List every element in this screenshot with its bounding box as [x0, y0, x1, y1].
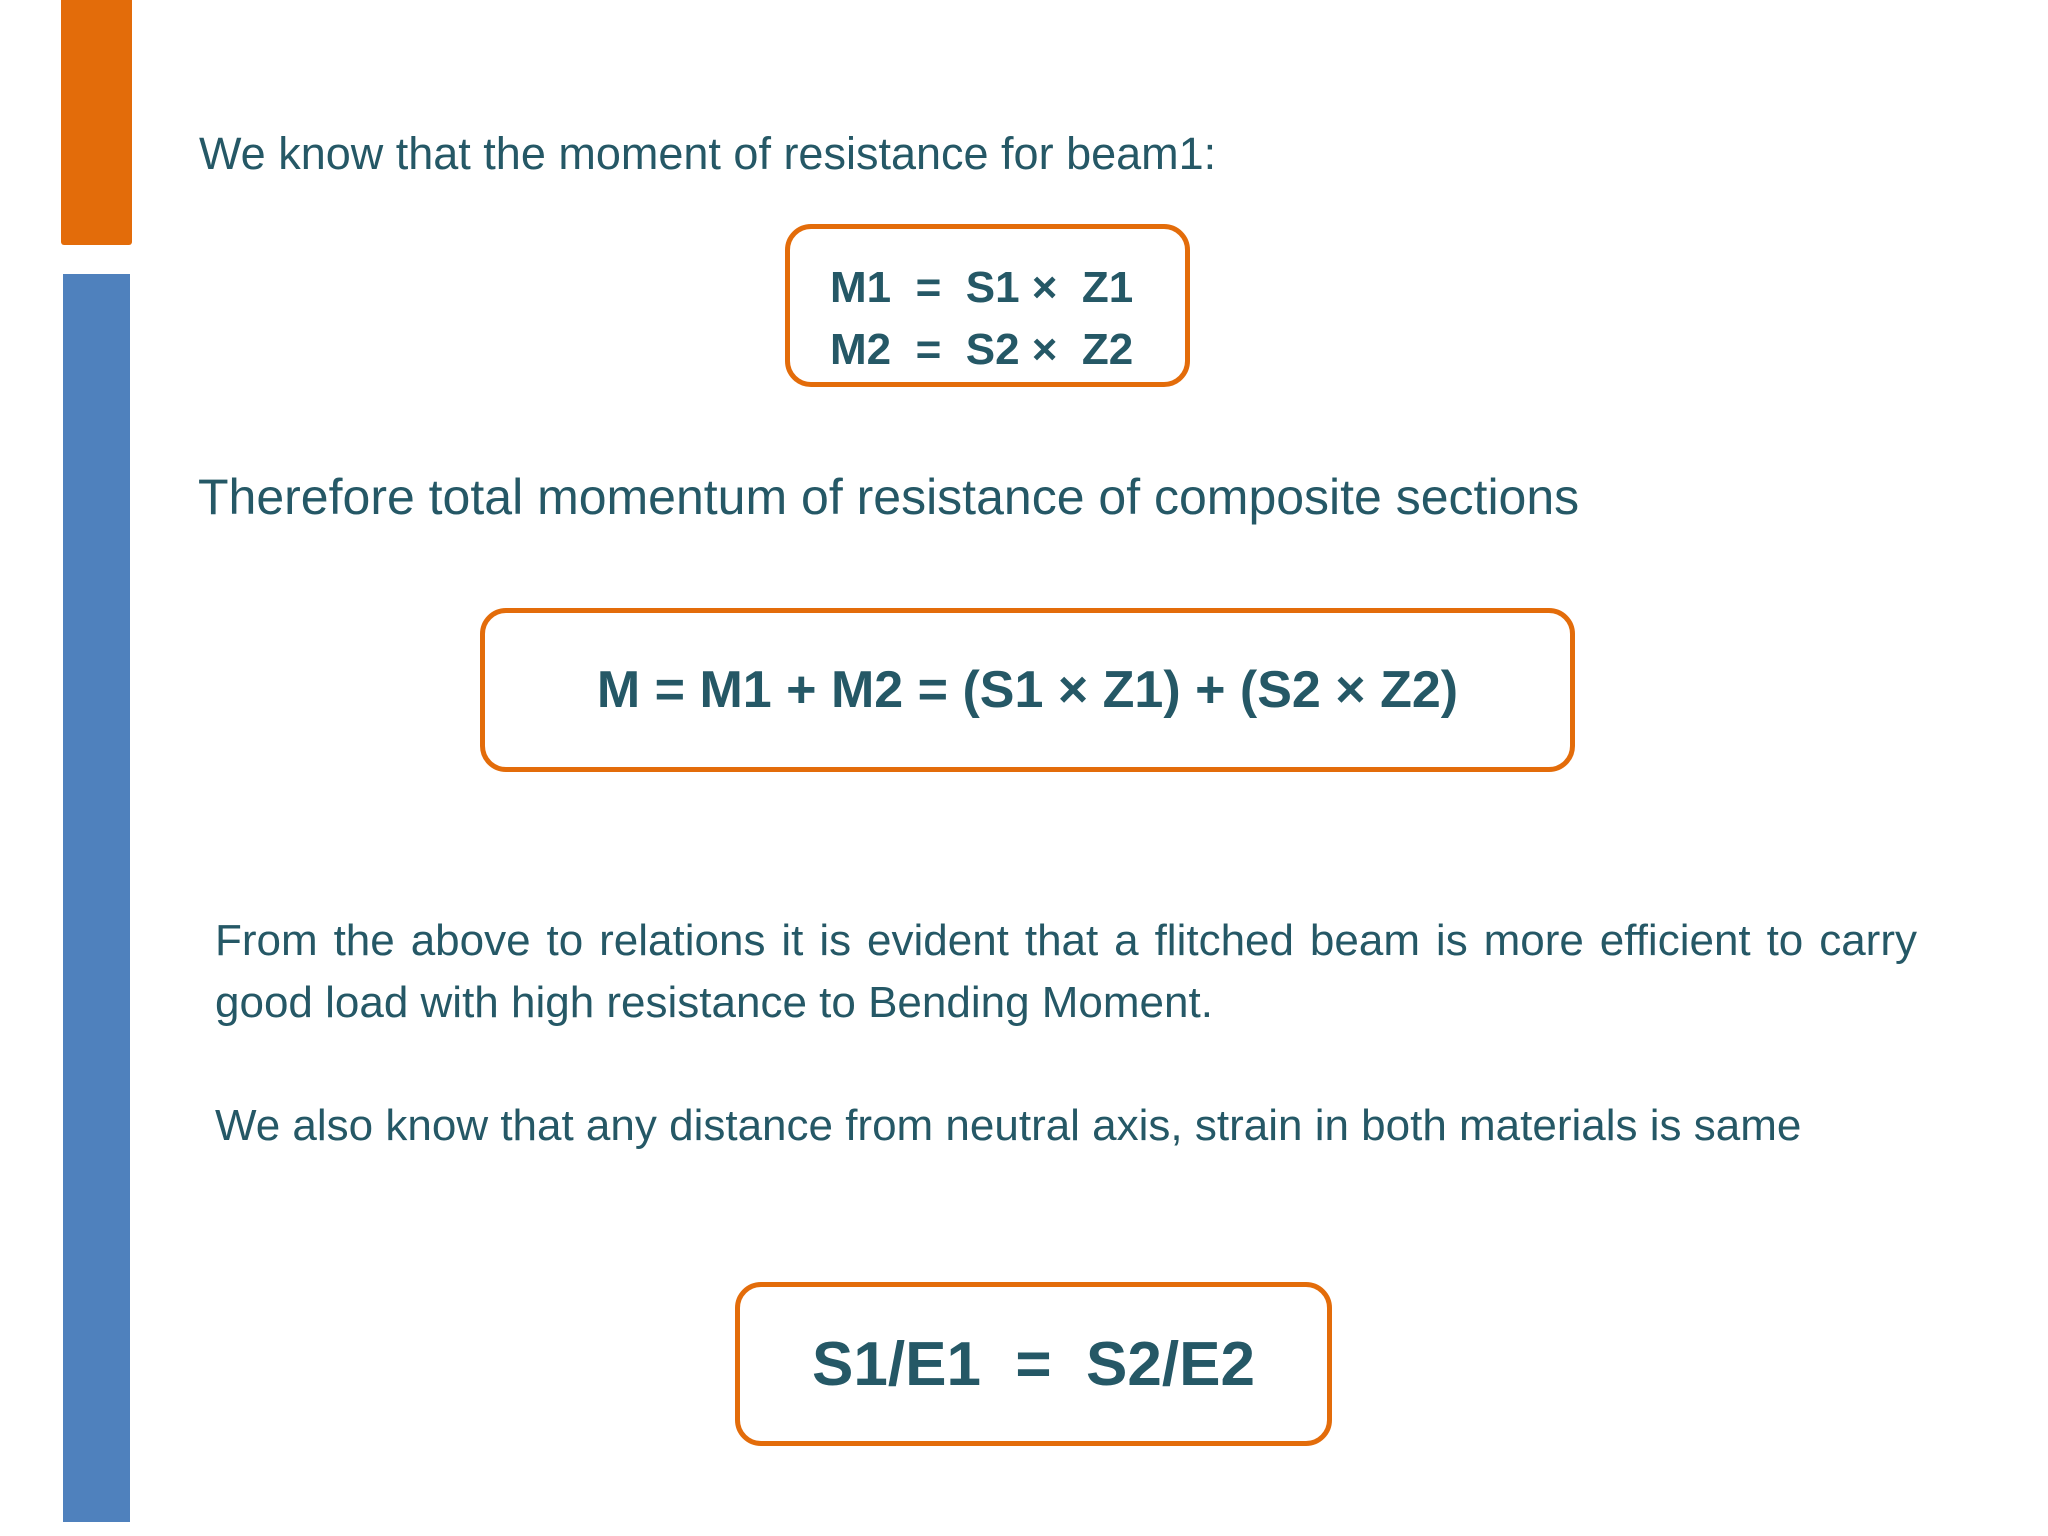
- blue-accent-bar: [63, 274, 130, 1522]
- strain-equation: S1/E1 = S2/E2: [812, 1329, 1255, 1399]
- intro-text: We know that the moment of resistance for beam1:: [199, 128, 1217, 179]
- efficiency-paragraph: From the above to relations it is evident that a flitched beam is more efficient to carry good load with high resistance to Bending Moment.: [215, 916, 1917, 1027]
- strain-paragraph: We also know that any distance from neutral axis, strain in both materials is same: [215, 1101, 1802, 1150]
- equation-m2: M2 = S2 × Z2: [830, 325, 1134, 374]
- orange-accent-bar: [61, 0, 132, 245]
- equation-m1: M1 = S1 × Z1: [830, 263, 1134, 312]
- moment-equations-box: [785, 224, 1190, 387]
- total-moment-equation: M = M1 + M2 = (S1 × Z1) + (S2 × Z2): [596, 661, 1459, 719]
- therefore-text: Therefore total momentum of resistance of composite sections: [198, 469, 1580, 525]
- strain-equation-box: [735, 1282, 1332, 1446]
- total-moment-equation-box: [480, 608, 1575, 772]
